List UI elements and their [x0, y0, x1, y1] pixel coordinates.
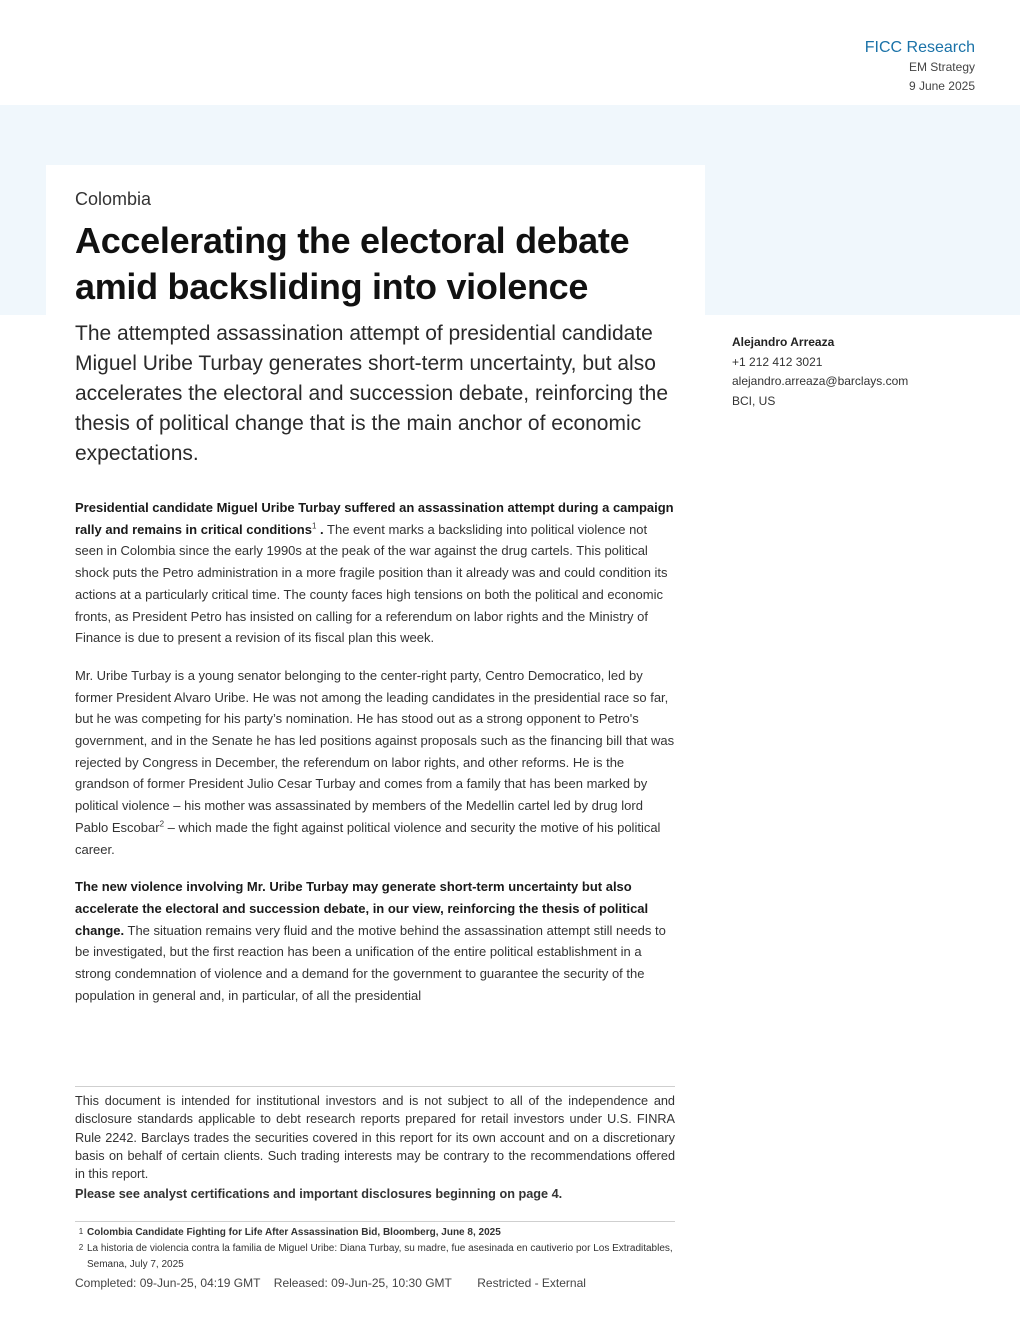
paragraph-1-lead-end: .	[316, 521, 324, 537]
paragraph-2-text-end: – which made the fight against political violence and security the motive of his political career.	[75, 819, 661, 857]
footnote-text: La historia de violencia contra la familia de Miguel Uribe: Diana Turbay, su madre, fue asesinada en cautiverio por Los Extraditables, Semana, July 7, 2025	[87, 1243, 673, 1270]
summary-text: The attempted assassination attempt of presidential candidate Miguel Uribe Turbay generates short-term uncertainty, but also accelerates the electoral and succession debate, reinforcing the thesis of political change that is the main anchor of economic expectations.	[75, 322, 669, 465]
paragraph-2	[75, 665, 675, 860]
section-label: EM Strategy	[908, 60, 975, 74]
footnotes	[75, 1221, 675, 1273]
footnote-ref-1[interactable]: 1	[311, 521, 317, 531]
footnote-2	[75, 1241, 675, 1273]
completed-timestamp: Completed: 09-Jun-25, 04:19 GMT	[75, 1276, 261, 1290]
author-email[interactable]: alejandro.arreaza@barclays.com	[732, 374, 909, 388]
page-title: Accelerating the electoral debate amid backsliding into violence	[75, 220, 630, 307]
paragraph-1	[75, 497, 675, 649]
footnote-number: 1	[78, 1227, 84, 1236]
author-phone: +1 212 412 3021	[732, 354, 823, 369]
paragraph-2-text: Mr. Uribe Turbay is a young senator belonging to the center-right party, Centro Democratico, led by former President Alvaro Uribe. He was not among the leading candidates in the presidential race so far, but he was competing for his party’s nomination. He has stood out as a strong opponent to Petro's government, and in the Senate he has led positions against proposals such as the financing bill that was rejected by Congress in December, the referendum on labor rights, and other reforms. He is the grandson of former President Julio Cesar Turbay and comes from a family that has been marked by political violence – his mother was assassinated by members of the Medellin cartel led by drug lord Pablo Escobar	[75, 667, 675, 835]
author-entity: BCI, US	[732, 393, 776, 408]
brand-label: FICC Research	[864, 39, 975, 56]
classification-label: Restricted - External	[477, 1276, 586, 1290]
page-footer	[75, 1276, 596, 1290]
footnote-number: 2	[78, 1243, 84, 1252]
footnote-1	[75, 1225, 675, 1241]
report-header	[865, 38, 975, 96]
paragraph-1-lead: Presidential candidate Miguel Uribe Turbay suffered an assassination attempt during a campaign rally and remains in critical conditions	[75, 500, 674, 537]
disclosures-notice: Please see analyst certifications and important disclosures beginning on page 4.	[75, 1187, 563, 1201]
report-date: 9 June 2025	[908, 79, 975, 93]
released-timestamp: Released: 09-Jun-25, 10:30 GMT	[273, 1276, 452, 1290]
footnote-text: Colombia Candidate Fighting for Life After Assassination Bid, Bloomberg, June 8, 2025	[87, 1227, 501, 1238]
paragraph-3-lead: The new violence involving Mr. Uribe Turbay may generate short-term uncertainty but also accelerate the electoral and succession debate, in our view, reinforcing the thesis of political change.	[75, 879, 649, 938]
paragraph-1-text: The event marks a backsliding into political violence not seen in Colombia since the early 1990s at the peak of the war against the drug cartels. This political shock puts the Petro administration in a more fragile position than it already was and could condition its actions at a particularly critical time. The county faces high tensions on both the political and economic fronts, as President Petro has insisted on calling for a referendum on labor rights and the Ministry of Finance is due to present a revision of its fiscal plan this week.	[75, 521, 668, 646]
author-block	[732, 333, 908, 411]
footnote-ref-2[interactable]: 2	[159, 819, 165, 829]
paragraph-3	[75, 876, 675, 1006]
country-label: Colombia	[75, 189, 152, 209]
paragraph-3-text: The situation remains very fluid and the motive behind the assassination attempt still needs to be investigated, but the first reaction has been a unification of the entire political establishment in a strong condemnation of violence and a demand for the government to guarantee the security of the population in general and, in particular, of all the presidential	[75, 922, 666, 1003]
author-name: Alejandro Arreaza	[732, 335, 835, 349]
disclaimer: This document is intended for institutional investors and is not subject to all of the independence and disclosure standards applicable to debt research reports prepared for retail investors under U.S. FINRA Rule 2242. Barclays trades the securities covered in this report for its own account and on a discretionary basis on behalf of certain clients. Such trading interests may be contrary to the recommendations offered in this report.	[75, 1086, 675, 1183]
article-body	[75, 497, 675, 1006]
